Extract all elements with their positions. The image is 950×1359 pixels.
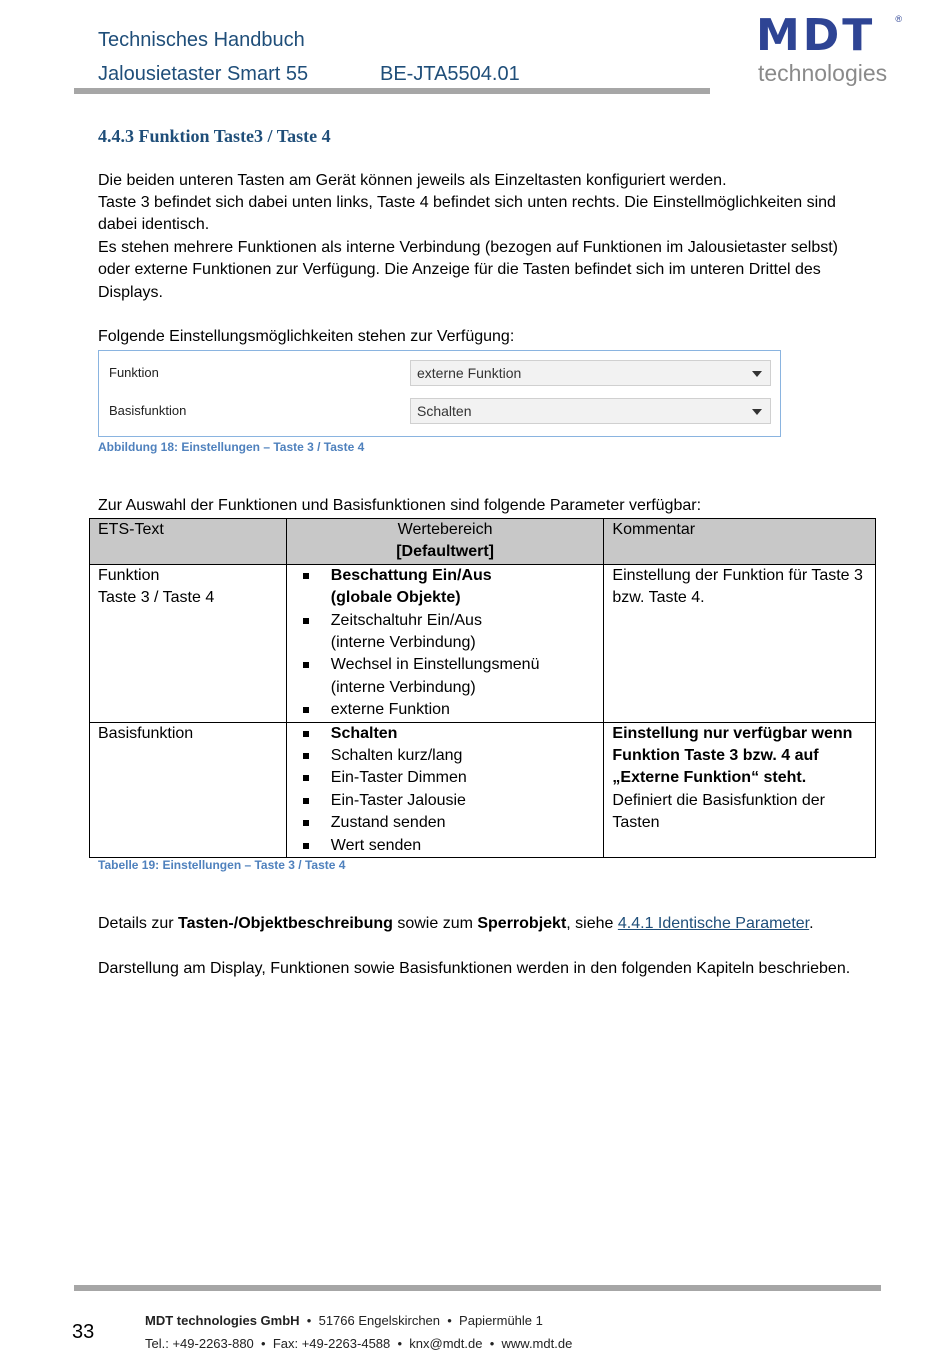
option-item: Ein-Taster Dimmen <box>331 767 596 789</box>
header-rule <box>74 88 710 94</box>
footer-rule <box>74 1285 881 1291</box>
settings-panel <box>98 350 781 437</box>
row-name-cell <box>90 722 287 857</box>
table-row <box>90 564 876 722</box>
select-value: Schalten <box>417 403 472 419</box>
row-name-sub: Taste 3 / Taste 4 <box>98 589 215 607</box>
logo-brand: MDT <box>756 10 876 61</box>
header-comment: Kommentar <box>604 519 876 565</box>
mdt-logo <box>756 10 906 90</box>
setting-row-funktion <box>99 358 780 388</box>
setting-label: Basisfunktion <box>109 403 187 418</box>
option-item: Wechsel in Einstellungsmenü (interne Verbindung) <box>331 654 596 699</box>
footer-web[interactable]: www.mdt.de <box>501 1336 573 1351</box>
header-code: BE-JTA5504.01 <box>380 63 520 85</box>
setting-row-basisfunktion <box>99 396 780 426</box>
intro-paragraph-2: Taste 3 befindet sich dabei unten links, Taste 4 befindet sich unten rechts. Die Einstellmöglichkeiten sind dabei identisch. <box>98 194 836 234</box>
option-item: Zeitschaltuhr Ein/Aus (interne Verbindung) <box>331 610 596 655</box>
select-value: externe Funktion <box>417 365 522 381</box>
footer-email[interactable]: knx@mdt.de <box>409 1336 483 1351</box>
header-default-label: [Defaultwert] <box>396 543 494 561</box>
details-bold-lock: Sperrobjekt <box>477 915 567 932</box>
basisfunktion-select[interactable] <box>410 398 771 424</box>
row-name: Funktion <box>98 566 160 584</box>
option-item: Schalten kurz/lang <box>331 745 596 767</box>
table-intro: Zur Auswahl der Funktionen und Basisfunktionen sind folgende Parameter verfügbar: <box>98 497 702 514</box>
row-comment-bold: Einstellung nur verfügbar wenn Funktion Taste 3 bzw. 4 auf „Externe Funktion“ steht. <box>612 724 853 787</box>
outro-paragraph: Darstellung am Display, Funktionen sowie Basisfunktionen werden in den folgenden Kapiteln beschrieben. <box>98 960 851 977</box>
intro-paragraph-1: Die beiden unteren Tasten am Gerät können jeweils als Einzeltasten konfiguriert werden. <box>98 172 727 189</box>
chevron-down-icon <box>752 371 762 377</box>
option-item: Schalten <box>331 723 596 745</box>
table-row <box>90 722 876 857</box>
option-item: Wert senden <box>331 835 596 857</box>
chevron-down-icon <box>752 409 762 415</box>
section-title: 4.4.3 Funktion Taste3 / Taste 4 <box>98 126 331 146</box>
header-range <box>286 519 604 565</box>
row-comment-cell <box>604 722 876 857</box>
header-ets-text: ETS-Text <box>90 519 287 565</box>
setting-label: Funktion <box>109 365 159 380</box>
logo-subtitle: technologies <box>758 60 888 86</box>
row-options-cell <box>286 722 604 857</box>
header-range-label: Wertebereich <box>397 521 493 538</box>
options-intro: Folgende Einstellungsmöglichkeiten stehen zur Verfügung: <box>98 328 515 345</box>
row-name-cell <box>90 564 287 722</box>
option-item: Ein-Taster Jalousie <box>331 790 596 812</box>
footer-contact: Tel.: +49-2263-880 • Fax: +49-2263-4588 • knx@mdt.de • www.mdt.de <box>145 1336 573 1351</box>
details-paragraph: Details zur Tasten-/Objektbeschreibung sowie zum Sperrobjekt, siehe 4.4.1 Identische Parameter. <box>98 915 814 932</box>
parameter-table <box>89 518 876 858</box>
footer-address: MDT technologies GmbH • 51766 Engelskirchen • Papiermühle 1 <box>145 1313 543 1328</box>
row-name: Basisfunktion <box>98 724 194 742</box>
intro-paragraph-3: Es stehen mehrere Funktionen als interne Verbindung (bezogen auf Funktionen im Jalousietaster selbst) oder externe Funktionen zur Verfügung. Die Anzeige für die Tasten befindet sich im unteren Drittel des Displays. <box>98 239 838 301</box>
row-comment: Definiert die Basisfunktion der Tasten <box>612 791 825 832</box>
table-caption: Tabelle 19: Einstellungen – Taste 3 / Taste 4 <box>98 858 346 872</box>
details-bold-objects: Tasten-/Objektbeschreibung <box>178 915 393 932</box>
table-header-row <box>90 519 876 565</box>
footer-company: MDT technologies GmbH <box>145 1313 300 1328</box>
option-item: Beschattung Ein/Aus (globale Objekte) <box>331 565 596 610</box>
funktion-select[interactable] <box>410 360 771 386</box>
row-comment-cell <box>604 564 876 722</box>
option-item: externe Funktion <box>331 699 596 721</box>
identical-parameters-link[interactable]: 4.4.1 Identische Parameter <box>617 915 810 932</box>
option-item: Zustand senden <box>331 812 596 834</box>
header-title: Technisches Handbuch <box>98 29 305 51</box>
logo-registered: ® <box>895 14 902 24</box>
row-options-cell <box>286 564 604 722</box>
header-product: Jalousietaster Smart 55 <box>98 63 309 85</box>
page-number: 33 <box>72 1321 95 1343</box>
figure-caption: Abbildung 18: Einstellungen – Taste 3 / Taste 4 <box>98 440 365 454</box>
row-comment: Einstellung der Funktion für Taste 3 bzw. Taste 4. <box>612 566 863 607</box>
